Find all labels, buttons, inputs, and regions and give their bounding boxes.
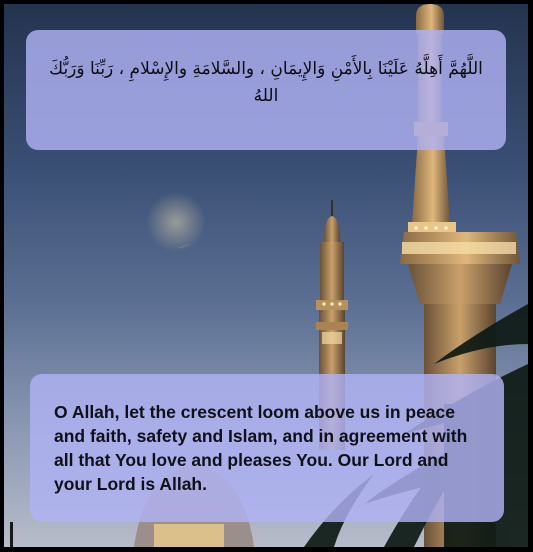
crescent-moon <box>146 192 206 252</box>
english-translation-text: O Allah, let the crescent loom above us in peace and faith, safety and Islam, and in agreement with all that You love and pleases You. Our Lord and your Lord is Allah. <box>54 402 468 494</box>
picture-frame <box>4 4 528 547</box>
arabic-prayer-text: اللَّهُمَّ أَهِلَّهُ عَلَيْنَا بِالأَمْنِ وَالإِيمَانِ ، والسَّلامَةِ والإِسْلامِ ، رَبِّنَا وَرَبُّكَ اللهُ <box>49 59 483 106</box>
english-translation-box <box>30 374 504 522</box>
arabic-prayer-box <box>26 30 506 150</box>
